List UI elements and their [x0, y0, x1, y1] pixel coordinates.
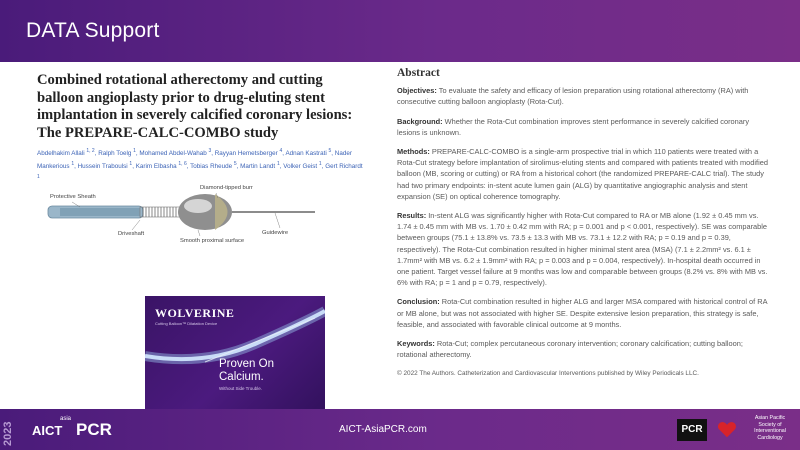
author-affiliation: 1: [71, 161, 75, 168]
author-affiliation: 4: [279, 148, 283, 154]
author-name[interactable]: Gert Richardt $^1$: [37, 163, 363, 181]
label-driveshaft: Driveshaft: [118, 231, 145, 237]
asiapcr-logo-prefix: asia: [60, 416, 72, 422]
brand-subtitle: Cutting Balloon™ Dilatation Device: [155, 321, 218, 326]
year-badge: 2023: [2, 421, 14, 446]
author-affiliation: 1, 2: [86, 148, 95, 154]
author-affiliation: 5: [233, 161, 237, 168]
label-smooth-surface: Smooth proximal surface: [180, 238, 245, 244]
author-affiliation: 1: [318, 161, 322, 168]
label-guidewire: Guidewire: [262, 230, 289, 236]
slogan: [219, 358, 274, 384]
label-protective-sheath: Protective Sheath: [50, 194, 96, 200]
abstract-background: Background: Whether the Rota-Cut combination improves stent performance in severely calcified coronary lesions is unknown.: [397, 116, 750, 137]
brand-name: WOLVERINE: [155, 306, 235, 320]
author-affiliation: 1: [133, 148, 136, 154]
author-name[interactable]: Mohamed Abdel-Wahab $^3$: [139, 148, 212, 158]
author-affiliation: 5: [328, 148, 332, 154]
abstract-objectives: Objectives: To evaluate the safety and efficacy of lesion preparation using rotational atherectomy (RA) with consecutive cutting balloon angioplasty (Rota-Cut).: [397, 86, 749, 107]
slogan-line2: Calcium.: [219, 371, 264, 383]
paper-title: Combined rotational atherectomy and cutting balloon angioplasty prior to drug-eluting stent implantation in severely calcified coronary lesions: The PREPARE-CALC-COMBO study: [37, 72, 353, 141]
author-list: Abdelhakim Allali $^{1, 2}$, Ralph Toelg $^1$, Mohamed Abdel-Wahab $^3$, Rayyan Hemetsberger $^4$, Adnan Kastrati $^5$, Nader Mankerious $^1$, Hussein Traboulsi $^1$, Karim Elbasha $^{1, 6}$, Tobias Rheude $^5$, Martin Landt $^1$, Volker Geist $^1$, Gert Richardt $^1$: [37, 146, 367, 185]
aict-logo: AICT: [32, 423, 63, 438]
rotablator-device-diagram: [40, 180, 320, 275]
author-affiliation: 3: [208, 148, 212, 154]
abstract-results: Results: In-stent ALG was significantly higher with Rota-Cut compared to RA or MB alone (1.92 ± 0.45 mm vs. 1.74 ± 0.45 mm with MB vs. 1.70 ± 0.42 mm with RA; p = 0.001 and p < 0.001, respectively). SE was comparable between groups (75.1 ± 13.8% vs. 73.5 ± 13.3 with MB vs. 73.1 ± 12.2 with RA; p = 0.19 and p = 0.39, respectively). The Rota-Cut combination resulted in higher minimal stent area (MSA) (7.1 ± 2.2mm² vs. 6.1 ± 1.7mm² with MB vs. 6.2 ± 1.9mm² with RA; p = 0.003 and p = 0.004, respectively). In-hospital death occurred in one patient. Target vessel failure at 9 months was low and comparable between groups (8.2% vs. 8% with MB vs. 6% with RA; p = 1 and p = 0.79, respectively).: [397, 211, 768, 288]
label-diamond-burr: Diamond-tipped burr: [200, 185, 253, 191]
abstract-methods: Methods: PREPARE-CALC-COMBO is a single-arm prospective trial in which 110 patients were treated with a Rota-Cut strategy before implantation of sirolimus-eluting stents and compared with patients treated with modified balloon (MB, scoring or cutting) or RA from a historical cohort (the randomized PREPARE-CALC trial). The study had two primary endpoints: in-stent acute lumen gain (ALG) by quantitative angiographic analysis and stent expansion (SE) on optical coherence tomography.: [397, 147, 768, 201]
author-name[interactable]: Adnan Kastrati $^5$: [285, 148, 332, 158]
author-name[interactable]: Volker Geist $^1$: [283, 161, 322, 171]
asiapcr-logo: PCR: [76, 420, 112, 439]
author-affiliation: 1: [276, 161, 280, 168]
pcr-logo: PCR: [677, 419, 707, 441]
abstract-conclusion: Conclusion: Rota-Cut combination resulted in higher ALG and larger MSA compared with historical control of RA or MB alone, but was not associated with higher SE. Despite extensive lesion preparation, this strategy is safe, feasible, and associated with favorable clinical outcome at 9 months.: [397, 297, 768, 329]
author-name[interactable]: Hussein Traboulsi $^1$: [77, 161, 133, 171]
author-name[interactable]: Martin Landt $^1$: [240, 161, 280, 171]
abstract-keywords: Keywords: Rota-Cut; complex percutaneous coronary intervention; coronary calcification; cutting balloon; rotational atherectomy.: [397, 339, 743, 360]
heart-icon: [716, 418, 738, 440]
author-affiliation: 1, 6: [178, 161, 187, 168]
slogan-line1: Proven On: [219, 358, 274, 370]
abstract-section: [397, 68, 769, 388]
author-name[interactable]: Nader Mankerious $^1$: [37, 150, 352, 171]
header-banner: [0, 0, 800, 62]
slogan-sub: Without Side Trouble.: [219, 386, 263, 391]
author-name[interactable]: Tobias Rheude $^5$: [190, 161, 237, 171]
copyright-notice: © 2022 The Authors. Catheterization and Cardiovascular Interventions published by Wiley Periodicals LLC.: [397, 370, 699, 378]
apsic-logo-text: Asian Pacific Society of Interventional Cardiology: [754, 415, 786, 442]
author-affiliation: 1: [37, 174, 40, 181]
author-name[interactable]: Karim Elbasha $^{1, 6}$: [135, 161, 187, 171]
author-name[interactable]: Abdelhakim Allali $^{1, 2}$: [37, 148, 95, 158]
author-name[interactable]: Rayyan Hemetsberger $^4$: [214, 148, 283, 158]
author-affiliation: 1: [129, 161, 133, 168]
author-name[interactable]: Ralph Toelg $^1$: [98, 148, 136, 158]
website-link[interactable]: AICT-AsiaPCR.com: [339, 424, 427, 435]
header-title: DATA Support: [26, 19, 160, 42]
abstract-heading: Abstract: [397, 67, 440, 79]
